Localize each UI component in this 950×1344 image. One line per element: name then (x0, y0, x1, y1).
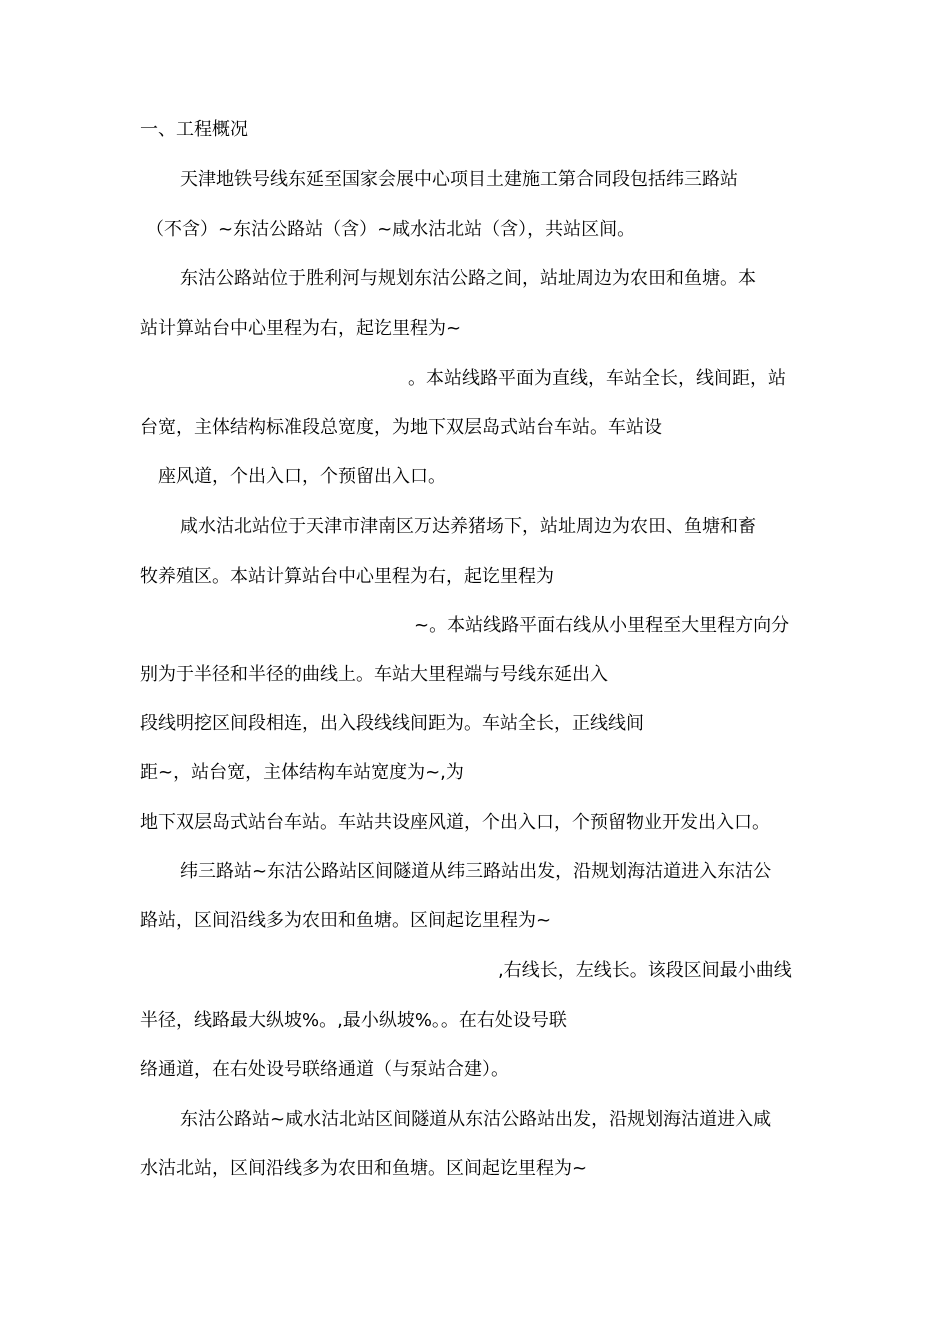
paragraph-line: ~。本站线路平面右线从小里程至大里程方向分 (414, 615, 790, 636)
paragraph-line: 座风道，个出入口，个预留出入口。 (158, 466, 446, 487)
paragraph-line: 地下双层岛式站台车站。车站共设座风道，个出入口，个预留物业开发出入口。 (140, 812, 770, 833)
paragraph-line: ,右线长，左线长。该段区间最小曲线 (498, 960, 792, 981)
paragraph-line: 半径，线路最大纵坡%。,最小纵坡%。。在右处设号联 (140, 1010, 567, 1031)
section-heading: 一、工程概况 (140, 119, 248, 140)
paragraph-line: 距~，站台宽，主体结构车站宽度为~,为 (140, 762, 464, 783)
paragraph-line: 段线明挖区间段相连，出入段线线间距为。车站全长，正线线间 (140, 713, 644, 734)
paragraph-line: 络通道，在右处设号联络通道（与泵站合建）。 (140, 1059, 509, 1080)
paragraph-line: 路站，区间沿线多为农田和鱼塘。区间起讫里程为~ (140, 910, 552, 931)
paragraph-line: 东沽公路站位于胜利河与规划东沽公路之间，站址周边为农田和鱼塘。本 (180, 268, 756, 289)
paragraph-line: 水沽北站，区间沿线多为农田和鱼塘。区间起讫里程为~ (140, 1158, 588, 1179)
paragraph-line: 咸水沽北站位于天津市津南区万达养猪场下，站址周边为农田、鱼塘和畜 (180, 516, 756, 537)
paragraph-line: 天津地铁号线东延至国家会展中心项目土建施工第合同段包括纬三路站 (180, 169, 738, 190)
paragraph-line: 站计算站台中心里程为右，起讫里程为~ (140, 318, 462, 339)
paragraph-line: 。本站线路平面为直线，车站全长，线间距，站 (408, 368, 786, 389)
paragraph-line: （不含）~东沽公路站（含）~咸水沽北站（含），共站区间。 (146, 219, 636, 240)
paragraph-line: 别为于半径和半径的曲线上。车站大里程端与号线东延出入 (140, 664, 608, 685)
paragraph-line: 牧养殖区。本站计算站台中心里程为右，起讫里程为 (140, 566, 554, 587)
paragraph-line: 东沽公路站~咸水沽北站区间隧道从东沽公路站出发，沿规划海沽道进入咸 (180, 1109, 772, 1130)
paragraph-line: 纬三路站~东沽公路站区间隧道从纬三路站出发，沿规划海沽道进入东沽公 (180, 861, 772, 882)
paragraph-line: 台宽，主体结构标准段总宽度，为地下双层岛式站台车站。车站设 (140, 417, 662, 438)
